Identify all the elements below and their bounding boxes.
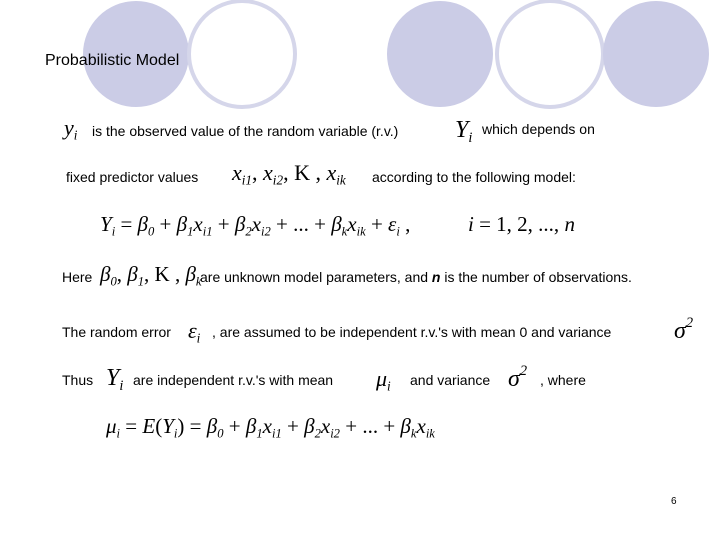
model-equation: $Y_i = \beta_0 + \beta_1x_{i1} + \beta_2x_{i2}$ + ... + $\beta_kx_{ik} + \varepsilon_i$ , <box>100 212 411 239</box>
predictor-list: $x_{i1}$, $x_{i2}$, K , $x_{ik}$ <box>232 160 346 188</box>
thus-text-d: , where <box>540 372 586 388</box>
decor-circle-2 <box>189 1 295 107</box>
y-i-symbol: $y_i$ <box>64 115 78 143</box>
line1-text-a: is the observed value of the random variable (r.v.) <box>92 123 399 139</box>
line2-text-a: fixed predictor values <box>66 169 199 185</box>
here-text-b: is the number of observations. <box>440 269 632 285</box>
Y-i-symbol-1: $Y_i$ <box>455 117 473 147</box>
line2-text-b: according to the following model: <box>372 169 576 185</box>
here-text <box>200 270 632 284</box>
line1-text-b: which depends on <box>482 121 595 137</box>
page-number: 6 <box>671 496 677 507</box>
beta-list: $\beta_0$, $\beta_1$, K , $\beta_k$ <box>100 262 202 289</box>
here-n: n <box>431 269 441 285</box>
epsilon-symbol: $\varepsilon_i$ <box>188 318 201 346</box>
random-error-text-b: , are assumed to be independent r.v.'s with mean 0 and variance <box>212 324 612 340</box>
here-label: Here <box>62 269 93 285</box>
mu-symbol: $\mu_i$ <box>376 366 391 394</box>
decor-circle-3 <box>387 1 493 107</box>
mean-equation: $\mu_i = E(Y_i) = \beta_0 + \beta_1x_{i1} + \beta_2x_{i2}$ + ... + $\beta_kx_{ik}$ <box>106 414 435 441</box>
sigma-squared-1: $\sigma^2$ <box>674 315 694 344</box>
slide-title: Probabilistic Model <box>45 52 180 69</box>
decor-circle-5 <box>603 1 709 107</box>
sigma-squared-2: $\sigma^2$ <box>508 363 528 392</box>
random-error-text-a: The random error <box>62 324 171 340</box>
thus-text-c: and variance <box>410 372 491 388</box>
Y-i-symbol-2: $Y_i$ <box>106 365 124 395</box>
here-text-a: are unknown model parameters, and <box>200 269 432 285</box>
thus-text-b: are independent r.v.'s with mean <box>133 372 334 388</box>
thus-label: Thus <box>62 372 94 388</box>
model-index: i = 1, 2, ..., n <box>468 212 575 236</box>
decor-circle-4 <box>497 1 603 107</box>
